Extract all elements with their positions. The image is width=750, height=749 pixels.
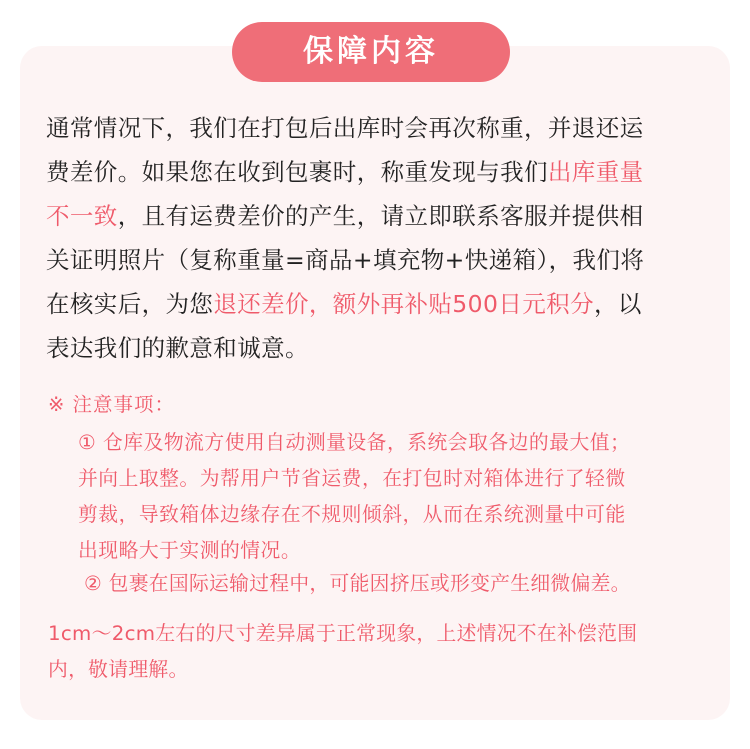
main-line-3-text: ，且有运费差价的产生，请立即联系客服并提供相 [117, 202, 644, 230]
highlight-mismatch: 不一致 [46, 202, 118, 230]
main-line-5 [46, 282, 716, 326]
main-line-2-text: 费差价。如果您在收到包裹时，称重发现与我们 [46, 158, 548, 186]
main-line-5-text-a: 在核实后，为您 [46, 290, 214, 318]
note-item-2 [84, 566, 714, 602]
main-line-6: 表达我们的歉意和诚意。 [46, 334, 309, 362]
main-line-5-text-b: ，以 [593, 290, 642, 318]
main-description [46, 106, 716, 370]
note-1-line-2: 并向上取整。为帮用户节省运费，在打包时对箱体进行了轻微 [78, 467, 626, 490]
highlight-refund-bonus: 退还差价，额外再补贴500日元积分 [213, 290, 594, 318]
highlight-outbound-weight: 出库重量 [547, 158, 644, 186]
footer-line-1: 1cm～2cm左右的尺寸差异属于正常现象，上述情况不在补偿范围 [48, 622, 638, 645]
note-1-line-4: 出现略大于实测的情况。 [78, 539, 302, 562]
main-line-4: 关证明照片（复称重量=商品+填充物+快递箱），我们将 [46, 246, 645, 274]
note-2-line: ② 包裹在国际运输过程中，可能因挤压或形变产生细微偏差。 [84, 572, 631, 595]
note-1-line-1: ① 仓库及物流方使用自动测量设备，系统会取各边的最大值； [78, 431, 631, 454]
notes-title: ※ 注意事项： [48, 393, 176, 416]
footer-note [48, 616, 708, 688]
main-line-2 [46, 150, 716, 194]
footer-line-2: 内，敬请理解。 [48, 658, 189, 681]
page-title: 保障内容 [232, 22, 510, 82]
note-1-line-3: 剪裁，导致箱体边缘存在不规则倾斜，从而在系统测量中可能 [78, 503, 626, 526]
main-line-1: 通常情况下，我们在打包后出库时会再次称重，并退还运 [46, 114, 644, 142]
note-item-1 [78, 425, 708, 569]
main-line-3 [46, 194, 716, 238]
